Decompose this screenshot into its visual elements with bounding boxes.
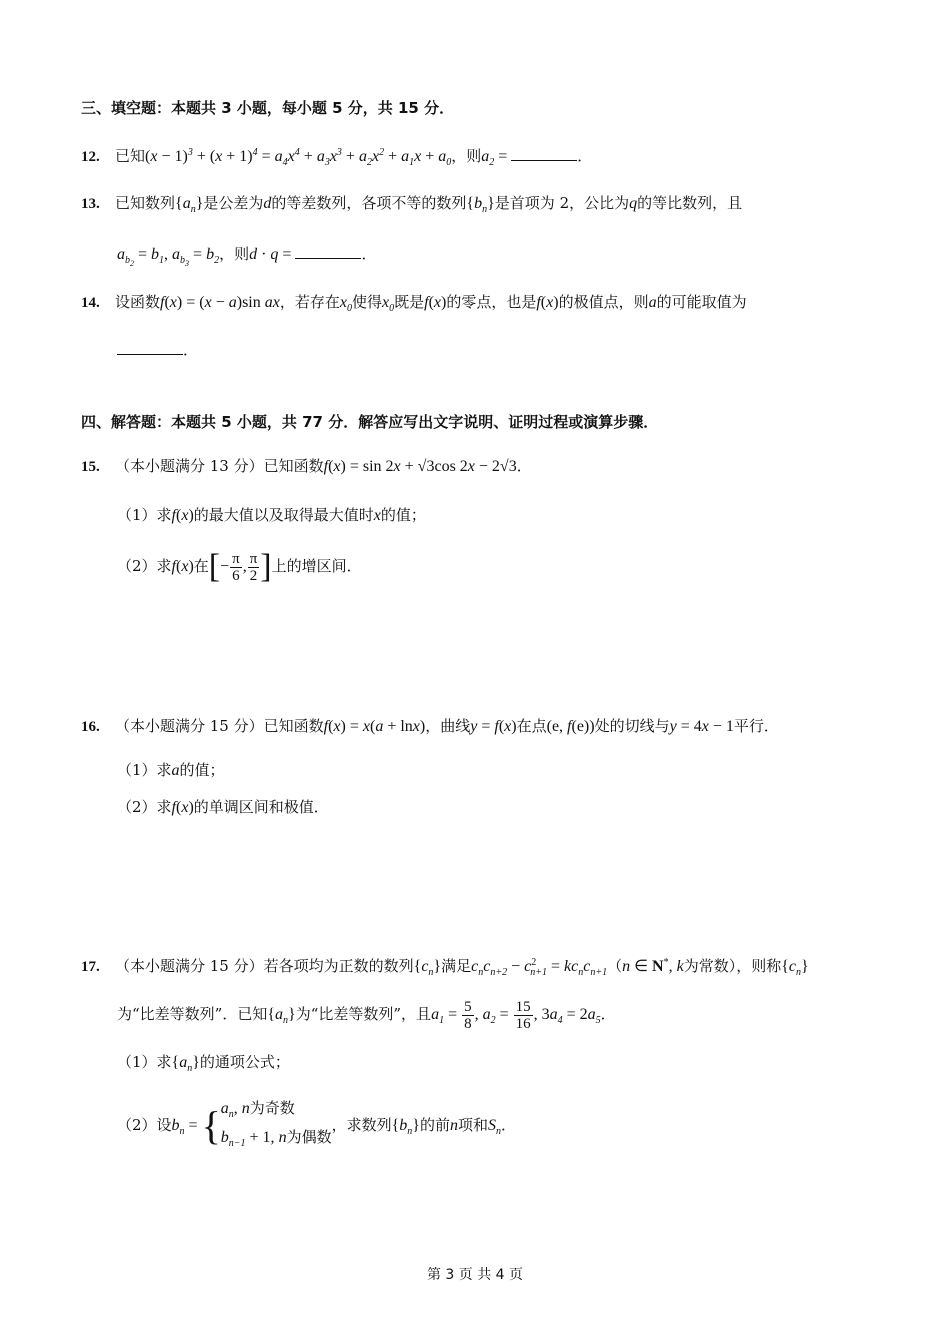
question-15-part-1: （1）求f(x)的最大值以及取得最大值时x的值； [117, 506, 426, 524]
question-number: 15. [81, 459, 100, 475]
question-number: 13. [81, 196, 100, 212]
question-16: 16. （本小题满分 15 分）已知函数f(x) = x(a + lnx)，曲线y = f(x)在点(e, f(e))处的切线与y = 4x − 1平行． [81, 714, 779, 739]
answer-blank [117, 338, 183, 355]
question-16-part-1: （1）求a的值； [117, 761, 225, 779]
question-15: 15. （本小题满分 13 分）已知函数f(x) = sin 2x + √3cos 2x − 2√3． [81, 454, 532, 479]
question-17-part-2: （2）设$b_n$ = { $a_n$, n为奇数 $b_{n-1} + 1$, n为偶数 ，求数列$\{b_n\}$的前n项和$S_n$． [117, 1097, 516, 1155]
question-number: 12. [81, 149, 100, 165]
question-16-part-2: （2）求f(x)的单调区间和极值． [117, 798, 329, 816]
question-14: 14. 设函数f(x) = (x − a)sin ax，若存在$x_0$使得$x_0$既是f(x)的零点，也是f(x)的极值点，则a的可能取值为 [81, 293, 747, 314]
section-3-heading: 三、填空题：本题共 3 小题，每小题 5 分，共 15 分． [81, 99, 455, 117]
answer-blank [295, 242, 361, 259]
question-17-line-2: 为“比差等数列”．已知$\{a_n\}$为“比差等数列”，且$a_1$ = $\frac{5}{8}$ , $a_2$ = $\frac{15}{16}$ , $3a_4 = 2a_5$． [117, 998, 616, 1032]
answer-blank [511, 144, 577, 161]
question-number: 14. [81, 295, 100, 311]
piecewise-cases: $a_n$, n为奇数 $b_{n-1} + 1$, n为偶数 [220, 1099, 332, 1149]
question-12: 12. 已知$(x - 1)^3 + (x + 1)^4 = a_4x^4 + a_3x^3 + a_2x^2 + a_1x + a_0$，则$a_2$ = ． [81, 141, 592, 175]
section-4-heading: 四、解答题：本题共 5 小题，共 77 分．解答应写出文字说明、证明过程或演算步骤． [81, 413, 659, 431]
question-13-line-2: $a_{b_2} = b_1$, $a_{b_3} = b_2$，则d · q = ． [117, 242, 376, 276]
question-15-part-2: （2）求f(x)在[− $\frac{\pi}{6}$ , $\frac{\pi}{2}$ ]上的增区间． [117, 548, 362, 585]
question-number: 17. [81, 959, 100, 975]
question-17: 17. （本小题满分 15 分）若各项均为正数的数列$\{c_n\}$满足$c_nc_{n+2} - c^2_{n+1} = kc_nc_{n+1}(n$ ∈ N*, k为常数），则称$\{c_n\}$ [81, 957, 809, 978]
question-13: 13. 已知数列$\{a_n\}$是公差为d的等差数列，各项不等的数列$\{b_n\}$是首项为 2，公比为q的等比数列，且 [81, 194, 743, 215]
page-footer: 第 3 页 共 4 页 [426, 1267, 524, 1283]
question-17-part-1: （1）求$\{a_n\}$的通项公式； [117, 1053, 290, 1074]
question-number: 16. [81, 719, 100, 735]
question-14-line-2: ． [117, 338, 198, 362]
